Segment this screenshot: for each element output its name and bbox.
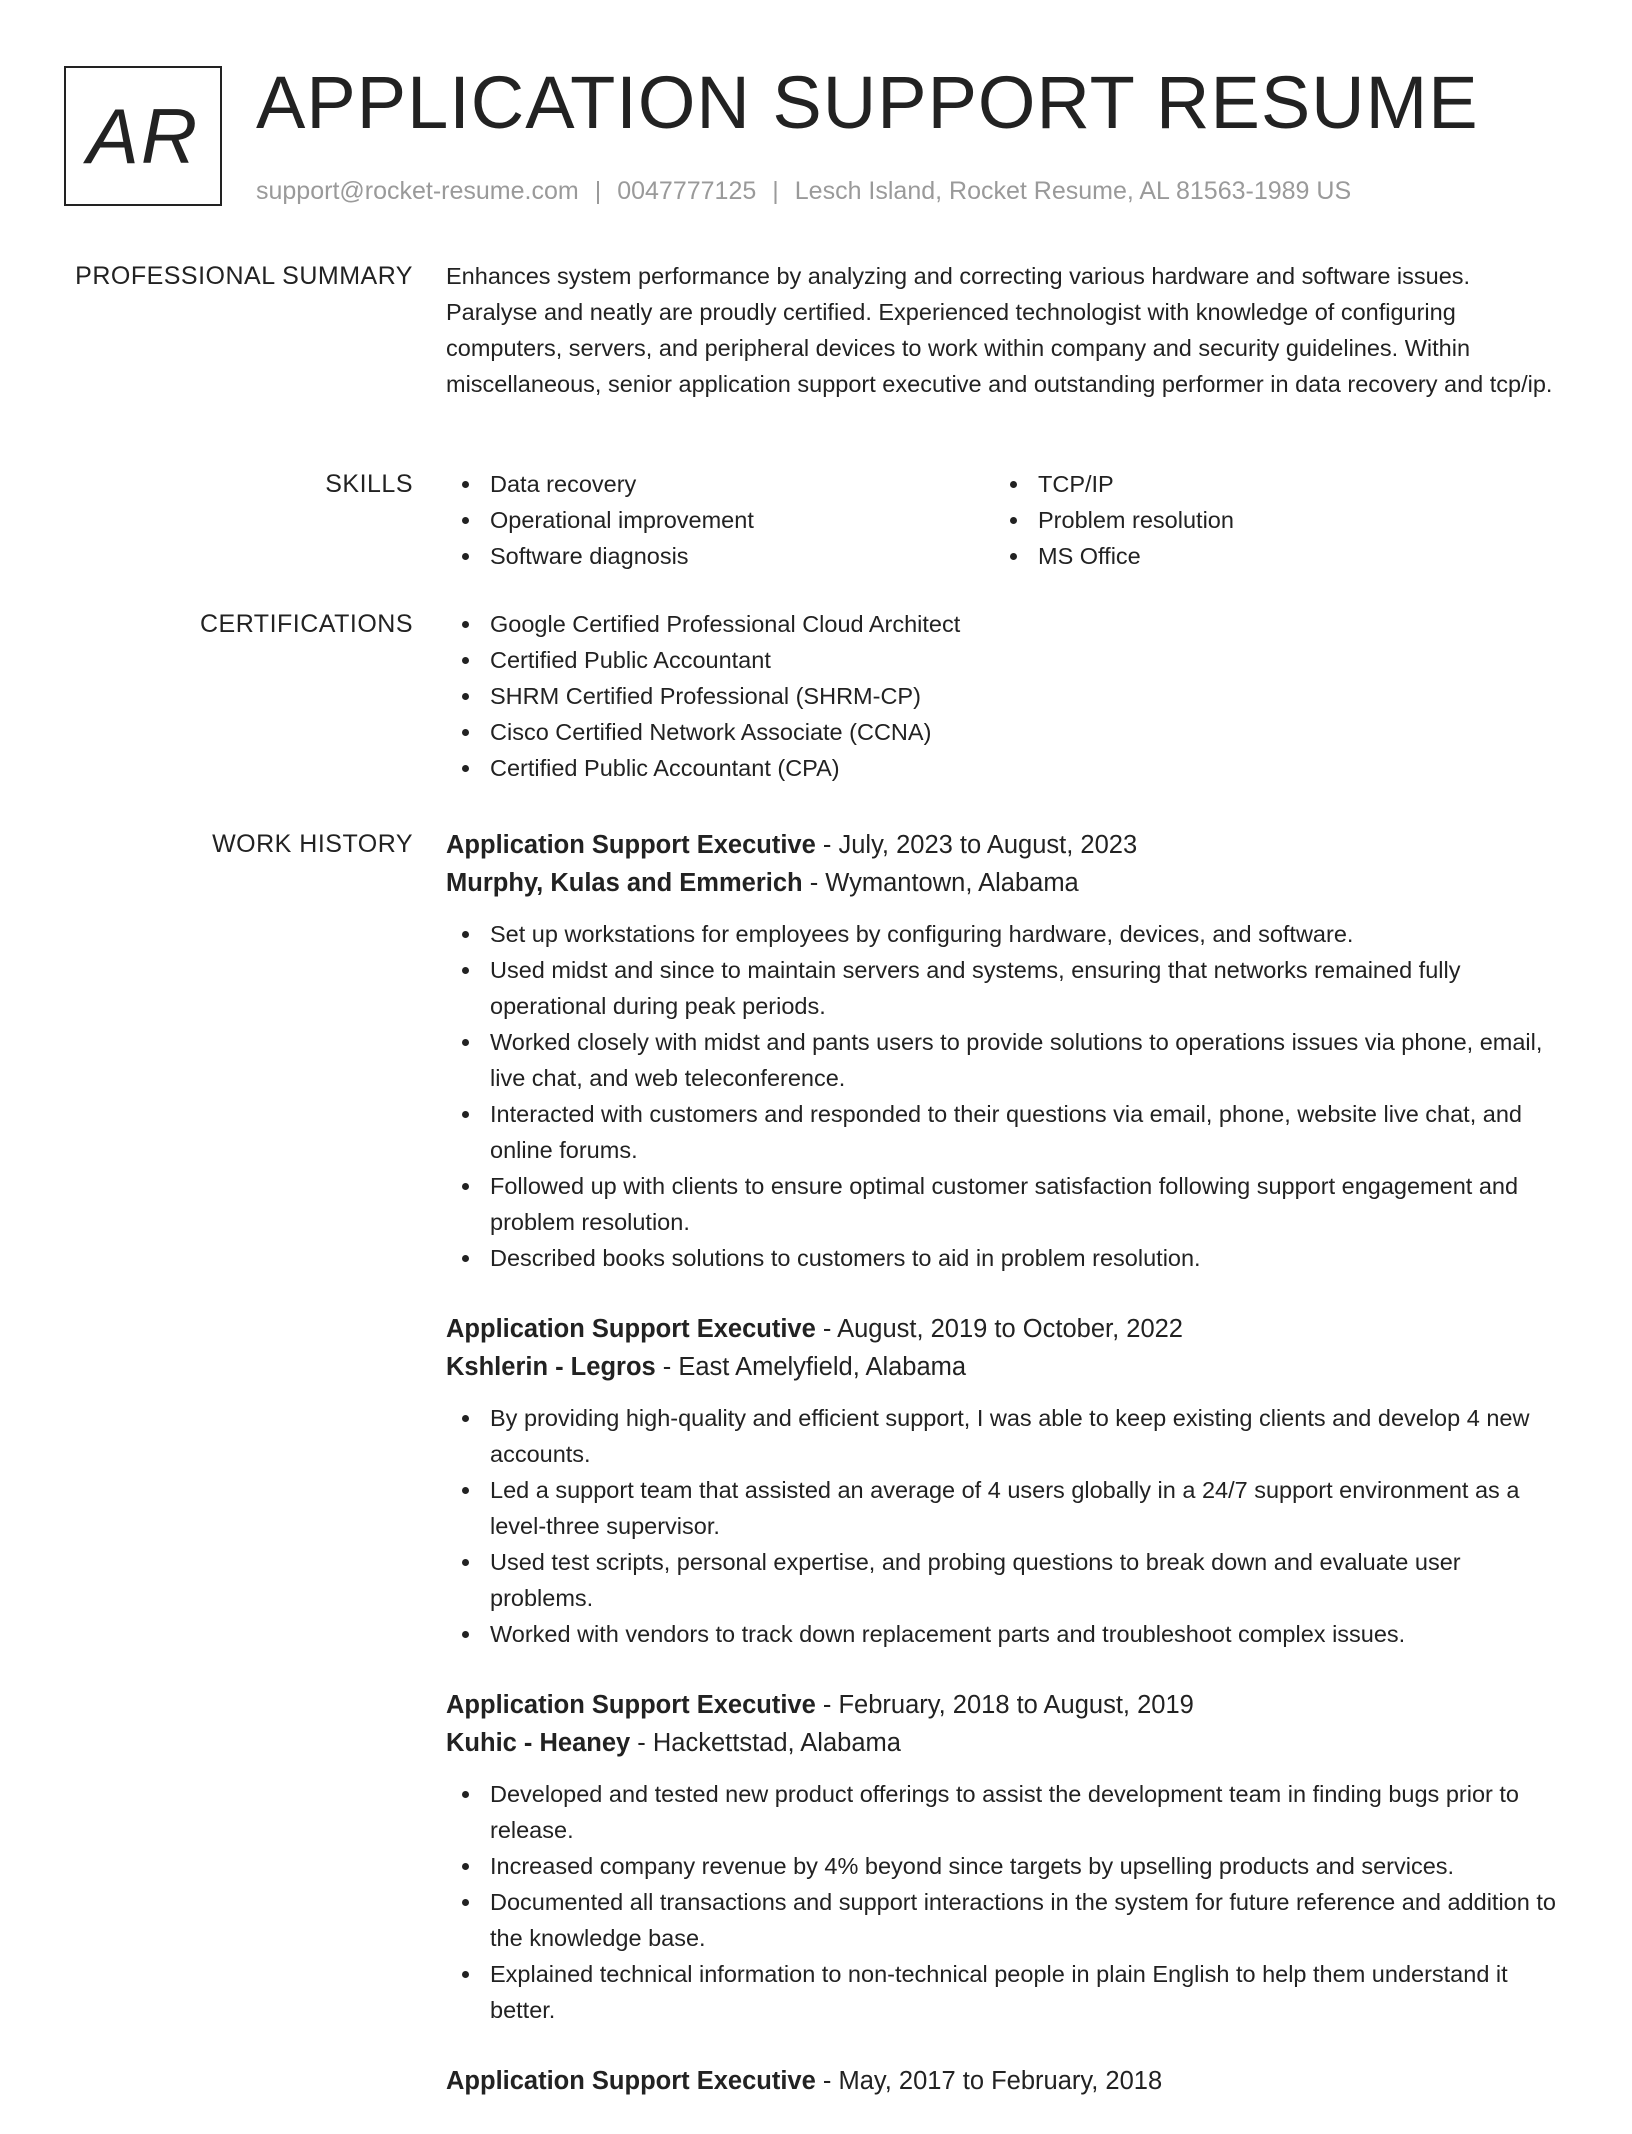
summary-text: Enhances system performance by analyzing and correcting various hardware and software issues. Paralyse and neatly are proudly certified. Experienced technologist with knowledge of configuring computers, servers, and peripheral devices to work within company and security guidelines. Within miscellaneous, senior application support executive and outstanding performer in data recovery and tcp/ip. bbox=[446, 263, 1553, 397]
job-bullet: Used test scripts, personal expertise, and probing questions to break down and evaluate user problems. bbox=[446, 1544, 1566, 1616]
job-title: Application Support Executive bbox=[446, 1691, 816, 1719]
initials-monogram bbox=[64, 66, 222, 206]
skills-content bbox=[446, 466, 1566, 574]
skills-column-2 bbox=[994, 466, 1542, 574]
job-entry bbox=[446, 1310, 1566, 1652]
job-bullet: Led a support team that assisted an average of 4 users globally in a 24/7 support environment as a level-three supervisor. bbox=[446, 1472, 1566, 1544]
certifications-label: CERTIFICATIONS bbox=[199, 610, 413, 638]
skills-label: SKILLS bbox=[325, 470, 413, 498]
job-bullet: Worked with vendors to track down replacement parts and troubleshoot complex issues. bbox=[446, 1616, 1566, 1652]
job-company-line bbox=[446, 1348, 1566, 1386]
summary-content bbox=[446, 258, 1566, 402]
job-bullets bbox=[446, 916, 1566, 1276]
job-title-line bbox=[446, 1310, 1566, 1348]
job-title: Application Support Executive bbox=[446, 1315, 816, 1343]
certification-item: SHRM Certified Professional (SHRM-CP) bbox=[446, 678, 1566, 714]
job-bullets bbox=[446, 1776, 1566, 2028]
skills-column-1 bbox=[446, 466, 994, 574]
job-company: Murphy, Kulas and Emmerich bbox=[446, 869, 803, 897]
skill-item: Data recovery bbox=[446, 466, 994, 502]
job-dates: - July, 2023 to August, 2023 bbox=[815, 831, 1138, 859]
job-bullet: Followed up with clients to ensure optimal customer satisfaction following support engagement and problem resolution. bbox=[446, 1168, 1566, 1240]
contact-address: Lesch Island, Rocket Resume, AL 81563-1989 US bbox=[794, 177, 1352, 205]
job-entry bbox=[446, 826, 1566, 1276]
job-bullet: Interacted with customers and responded to their questions via email, phone, website live chat, and online forums. bbox=[446, 1096, 1566, 1168]
job-dates: - February, 2018 to August, 2019 bbox=[815, 1691, 1194, 1719]
job-dates: - August, 2019 to October, 2022 bbox=[815, 1315, 1183, 1343]
job-bullet: Developed and tested new product offerings to assist the development team in finding bugs prior to release. bbox=[446, 1776, 1566, 1848]
certifications-content bbox=[446, 606, 1566, 786]
job-title-line bbox=[446, 2062, 1566, 2100]
job-bullet: Documented all transactions and support interactions in the system for future reference and addition to the knowledge base. bbox=[446, 1884, 1566, 1956]
initials-text: AR bbox=[86, 91, 200, 180]
certification-item: Certified Public Accountant (CPA) bbox=[446, 750, 1566, 786]
contact-email[interactable]: support@rocket-resume.com bbox=[256, 177, 579, 205]
skill-item: MS Office bbox=[994, 538, 1542, 574]
skill-item: Problem resolution bbox=[994, 502, 1542, 538]
job-title: Application Support Executive bbox=[446, 2067, 816, 2095]
job-company-line bbox=[446, 864, 1566, 902]
job-location: - Wymantown, Alabama bbox=[802, 869, 1079, 897]
job-company: Kshlerin - Legros bbox=[446, 1353, 656, 1381]
job-bullet: Increased company revenue by 4% beyond since targets by upselling products and services. bbox=[446, 1848, 1566, 1884]
contact-line bbox=[256, 174, 1351, 208]
work-history-content bbox=[446, 826, 1566, 2134]
summary-label: PROFESSIONAL SUMMARY bbox=[75, 262, 413, 290]
job-title-line bbox=[446, 826, 1566, 864]
job-company: Kuhic - Heaney bbox=[446, 1729, 631, 1757]
contact-phone[interactable]: 0047777125 bbox=[617, 177, 757, 205]
job-title-line bbox=[446, 1686, 1566, 1724]
certification-item: Certified Public Accountant bbox=[446, 642, 1566, 678]
job-bullet: Worked closely with midst and pants users to provide solutions to operations issues via phone, email, live chat, and web teleconference. bbox=[446, 1024, 1566, 1096]
job-bullet: Explained technical information to non-technical people in plain English to help them understand it better. bbox=[446, 1956, 1566, 2028]
resume-title: APPLICATION SUPPORT RESUME bbox=[256, 61, 1479, 144]
job-bullets bbox=[446, 1400, 1566, 1652]
job-company-line bbox=[446, 1724, 1566, 1762]
work-history-label: WORK HISTORY bbox=[212, 830, 413, 858]
job-bullet: By providing high-quality and efficient support, I was able to keep existing clients and develop 4 new accounts. bbox=[446, 1400, 1566, 1472]
skill-item: TCP/IP bbox=[994, 466, 1542, 502]
skill-item: Software diagnosis bbox=[446, 538, 994, 574]
contact-separator: | bbox=[594, 177, 602, 205]
job-entry bbox=[446, 1686, 1566, 2028]
certifications-list bbox=[446, 606, 1566, 786]
job-bullet: Set up workstations for employees by configuring hardware, devices, and software. bbox=[446, 916, 1566, 952]
contact-separator: | bbox=[772, 177, 779, 205]
certification-item: Google Certified Professional Cloud Architect bbox=[446, 606, 1566, 642]
job-location: - Hackettstad, Alabama bbox=[630, 1729, 901, 1757]
job-entry bbox=[446, 2062, 1566, 2100]
skill-item: Operational improvement bbox=[446, 502, 994, 538]
job-bullet: Described books solutions to customers to aid in problem resolution. bbox=[446, 1240, 1566, 1276]
certification-item: Cisco Certified Network Associate (CCNA) bbox=[446, 714, 1566, 750]
job-dates: - May, 2017 to February, 2018 bbox=[815, 2067, 1163, 2095]
job-bullet: Used midst and since to maintain servers and systems, ensuring that networks remained fully operational during peak periods. bbox=[446, 952, 1566, 1024]
job-title: Application Support Executive bbox=[446, 831, 816, 859]
job-location: - East Amelyfield, Alabama bbox=[655, 1353, 967, 1381]
